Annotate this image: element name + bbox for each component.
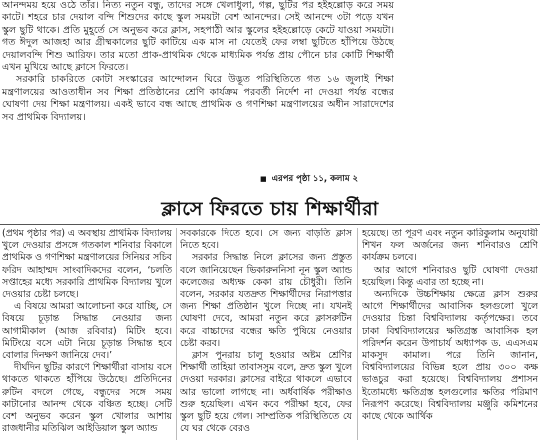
top-story	[0, 0, 394, 190]
article-paragraph: আর আগে শনিবারও ছুটি ঘোষণা দেওয়া হয়েছিল। কিন্তু এবার তা হচ্ছে না।	[362, 264, 538, 288]
article-paragraph: সবকারকে দিতে হবে। সে জন্য বাড়তি ক্লাস নিতে হবে।	[180, 228, 352, 252]
article-column-1	[2, 228, 172, 440]
column-divider	[357, 228, 358, 440]
article-paragraph: দীর্ঘদিন ছুটির কারণে শিক্ষার্থীরা বাসায় বসে থাকতে থাকতে হাঁপিয়ে উঠেছে। প্রতিদিনের রুটিন বদলে গেছে, বন্ধুদের সঙ্গে সময় কাটানোর আনন্দ থেকে বঞ্চিত হচ্ছে। সেটি বেশ অনুভব করেন স্কুল খোলার আশায় রাজধানীর মতিঝিল আইডিয়াল স্কুল অ্যান্ড	[2, 362, 172, 435]
article-paragraph: অন্যদিকে উচ্চশিক্ষায় ক্ষেত্রে ক্লাস শুরুর আগে শিক্ষার্থীদের আবাসিক হলগুলো খুলে দেওয়ার চিন্তা বিশ্ববিদ্যালয় কর্তৃপক্ষের। তবে ঢাকা বিশ্ববিদ্যালয়ের ক্ষতিগ্রস্ত আবাসিক হল পরিদর্শন করেন উপাচার্য অধ্যাপক ড. এএসএম মাকসুদ কামাল। পরে তিনি জানান, বিশ্ববিদ্যালয়ের বিভিন্ন হলে প্রায় ৩০০ কক্ষ ভাঙচুর করা হয়েছে। বিশ্ববিদ্যালয় প্রশাসন ইতোমধ্যে ক্ষতিগ্রস্ত হলগুলোর ক্ষতির পরিমাণ নিরূপণ করেছে। বিশ্ববিদ্যালয় মঞ্জুরি কমিশনের কাছে থেকে আর্থিক	[362, 289, 538, 423]
article-columns	[0, 228, 540, 440]
continued-reference	[260, 174, 358, 184]
top-story-paragraph: আনন্দময় হয়ে ওঠে তাঁর। নিত্য নতুন বন্ধু, তাদের সঙ্গে খেলাধুলা, গল্প, ছুটির পর হইহল্লোড় করে সময় কাটে। শহরে চার দেয়াল বন্দি শিশুদের কাছে স্কুল সময়টা বেশ আনন্দের। সেই আনন্দে ৩টা পড়ে যখন স্কুল ছুটি থাকে। প্রতি মুহূর্তে সে অনুভব করে ক্লাস, সহপাঠী আর স্কুলের হইহল্লোড়ে কেটে যাওয়া সময়টা। গত ঈদুল আজহা আর গ্রীষ্মকালের ছুটি কাটিয়ে এক মাস না যেতেই ফের লম্বা ছুটিতে হাঁপিয়ে উঠছে দেয়ালবন্দি শিশু আরিফ। তার মতো প্রাক-প্রাথমিক থেকে মাধ্যমিক পর্যন্ত প্রায় পৌনে চার কোটি শিক্ষার্থী এখন মুখিয়ে আছে ক্লাসে ফিরতে।	[2, 0, 394, 74]
article-column-2	[180, 228, 352, 440]
column-divider	[176, 228, 177, 440]
article-paragraph: (প্রথম পৃষ্ঠার পর) এ অবস্থায় প্রাথমিক বিদ্যালয় খুলে দেওয়ার প্রসঙ্গে গতকাল শনিবার বিকালে প্রাথমিক ও গণশিক্ষা মন্ত্রণালয়ের সিনিয়র সচিব ফরিদ আহাম্মদ সাংবাদিকদের বলেন, ‘চলতি সপ্তাহের মধ্যে সরকারি প্রাথমিক বিদ্যালয় খুলে দেওয়ার চেষ্টা চলছে।	[2, 228, 172, 301]
headline: ক্লাসে ফিরতে চায় শিক্ষার্থীরা	[161, 198, 379, 220]
continued-label: এরপর পৃষ্ঠা ১১, কলাম ২	[271, 174, 359, 184]
square-bullet-icon: ■	[260, 175, 267, 183]
article-paragraph: এ বিষয়ে আমরা আলোচনা করে যাচ্ছি, সে বিষয়ে চূড়ান্ত সিদ্ধান্ত নেওয়ার জন্য আগামীকাল (আজ রবিবার) মিটিং হবে। মিটিংয়ে বসে এটা নিয়ে চূড়ান্ত সিদ্ধান্ত হবে বোলার দিনক্ষণ জানিয়ে দেব।’	[2, 301, 172, 362]
article-paragraph: হয়েছে। তা পূরণ এবং নতুন কারিকুলাম অনুযায়ী শিখন ফল অর্জনের জন্য শনিবারও শ্রেণি কার্যক্রম চলবে।	[362, 228, 538, 264]
article-paragraph: সরকার সিদ্ধান্ত নিলে ক্লাসের জন্য প্রস্তুত বলে জানিয়েছেন ভিকারুননিসা নূন স্কুল অ্যান্ড কলেজের অধ্যক্ষ কেকা রায় চৌধুরী। তিনি বলেন, সরকার যতদ্রুত শিক্ষার্থীদের নিরাপত্তার জন্য শিক্ষা প্রতিষ্ঠান খুলে দিচ্ছে না। যখনই ঘোষণা দেবে, আমরা নতুন করে ক্লাসরুটিন করে বাচ্চাদের বন্ধের ক্ষতি পুষিয়ে নেওয়ার চেষ্টা করব।	[180, 252, 352, 349]
article-column-3	[362, 228, 538, 440]
headline-bar	[0, 196, 540, 225]
article-paragraph: ক্লাস পুনরায় চালু হওয়ার অষ্টম শ্রেণির শিক্ষার্থী তাহিয়া তাবাসসুম বলে, দ্রুত স্কুল খুলে দেওয়া দরকার। ক্লাসের বাইরে থাকলে এভাবে আর ভালো লাগছে না। অর্ধবার্ষিক পরীক্ষাও শুরু হয়েছিল। এখন কবে পরীক্ষা হবে, ফের স্কুল ছুটি হয়ে গেল। সাম্প্রতিক পরিস্থিতিতে যে যে ঘর থেকে বেরও	[180, 350, 352, 435]
top-story-paragraph: সরকারি চাকরিতে কোটা সংস্কারের আন্দোলন ঘিরে উদ্ভূত পরিস্থিতিতে গত ১৬ জুলাই শিক্ষা মন্ত্রণালয়ের আওতাধীন সব শিক্ষা প্রতিষ্ঠানের শ্রেণি কার্যক্রম পরবর্তী নির্দেশ না দেওয়া পর্যন্ত বন্ধের ঘোষণা দেয় শিক্ষা মন্ত্রণালয়। একই ভাবে বন্ধ আছে প্রাথমিক ও গণশিক্ষা মন্ত্রণালয়ের অধীন সারাদেশের সব প্রাথমিক বিদ্যালয়।	[2, 74, 394, 123]
